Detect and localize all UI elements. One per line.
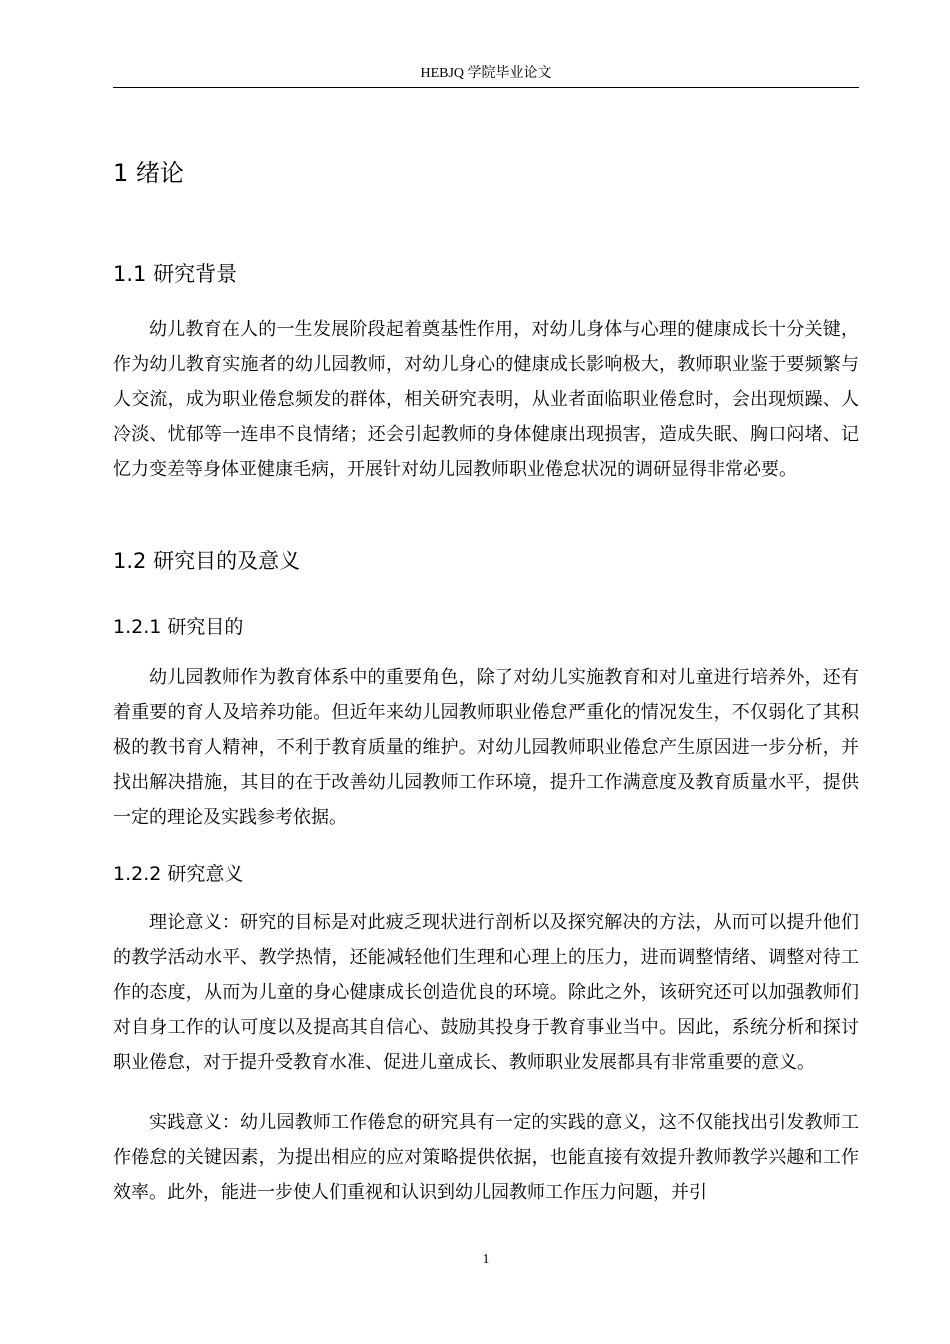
- page-header: HEBJQ 学院毕业论文: [420, 66, 552, 81]
- paragraph-theoretical-significance: 理论意义：研究的目标是对此疲乏现状进行剖析以及探究解决的方法，从而可以提升他们的教学活动水平、教学热情，还能减轻他们生理和心理上的压力，进而调整情绪、调整对待工作的态度，从而为儿童的身心健康成长创造优良的环境。除此之外，该研究还可以加强教师们对自身工作的认可度以及提高其自信心、鼓励其投身于教育事业当中。因此，系统分析和探讨职业倦怠，对于提升受教育水准、促进儿童成长、教师职业发展都具有非常重要的意义。: [113, 912, 859, 1073]
- section-title-1-2-1: 1.2.1 研究目的: [113, 616, 244, 638]
- paragraph-research-purpose: 幼儿园教师作为教育体系中的重要角色，除了对幼儿实施教育和对儿童进行培养外，还有着重要的育人及培养功能。但近年来幼儿园教师职业倦怠严重化的情况发生，不仅弱化了其积极的教书育人精神，不利于教育质量的维护。对幼儿园教师职业倦怠产生原因进一步分析，并找出解决措施，其目的在于改善幼儿园教师工作环境，提升工作满意度及教育质量水平，提供一定的理论及实践参考依据。: [113, 667, 859, 828]
- paragraph-practical-significance: 实践意义：幼儿园教师工作倦怠的研究具有一定的实践的意义，这不仅能找出引发教师工作倦怠的关键因素，为提出相应的应对策略提供依据，也能直接有效提升教师教学兴趣和工作效率。此外，能进一步使人们重视和认识到幼儿园教师工作压力问题，并引: [113, 1112, 859, 1203]
- section-title-1-2: 1.2 研究目的及意义: [113, 549, 301, 573]
- section-title-1-2-2: 1.2.2 研究意义: [113, 863, 244, 885]
- chapter-title: 1 绪论: [113, 159, 184, 187]
- page-number: 1: [482, 1252, 490, 1267]
- section-title-1-1: 1.1 研究背景: [113, 262, 238, 286]
- paragraph-research-background: 幼儿教育在人的一生发展阶段起着奠基性作用，对幼儿身体与心理的健康成长十分关键，作为幼儿教育实施者的幼儿园教师，对幼儿身心的健康成长影响极大，教师职业鉴于要频繁与人交流，成为职业倦怠频发的群体，相关研究表明，从业者面临职业倦怠时，会出现烦躁、人冷淡、忧郁等一连串不良情绪；还会引起教师的身体健康出现损害，造成失眠、胸口闷堵、记忆力变差等身体亚健康毛病，开展针对幼儿园教师职业倦怠状况的调研显得非常必要。: [113, 319, 859, 480]
- header-rule: [113, 87, 859, 88]
